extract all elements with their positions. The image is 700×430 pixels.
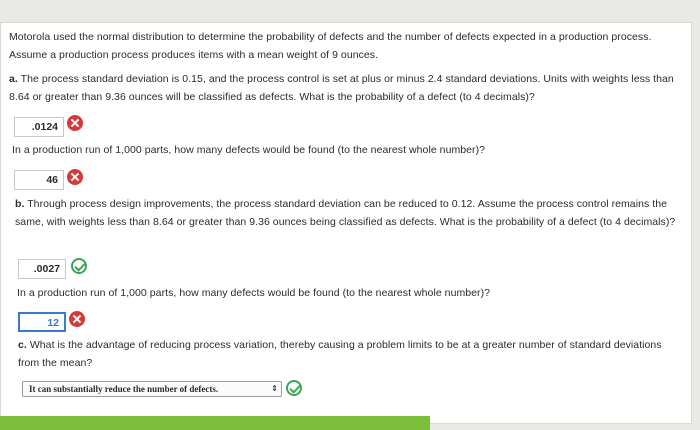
question-card [0, 22, 692, 424]
part-b2-answer-input[interactable]: 12 [18, 312, 66, 332]
intro-text: Motorola used the normal distribution to determine the probability of defects and the number of defects expected in a production process. Assume a production process produces items with a mean weight of 9 ounces. [9, 31, 652, 61]
incorrect-icon [69, 311, 85, 327]
correct-icon [71, 258, 87, 274]
part-c-question [18, 336, 678, 372]
part-c-selected-value: It can substantially reduce the number of defects. [29, 384, 219, 394]
submit-bar[interactable] [0, 416, 430, 430]
part-a2-answer-input[interactable]: 46 [14, 170, 64, 190]
part-a2-question: In a production run of 1,000 parts, how many defects would be found (to the nearest whole number)? [12, 144, 486, 156]
part-a-label: a. [9, 73, 18, 85]
part-c-label: c. [18, 339, 27, 351]
part-b-answer-input[interactable]: .0027 [18, 259, 66, 279]
chevron-updown-icon: ⇕ [271, 384, 278, 393]
incorrect-icon [67, 169, 83, 185]
part-b-text: Through process design improvements, the process standard deviation can be reduced to 0.12. Assume the process control remains the same, with weights less than 8.64 or greater than 9.36 ounces being classified as defects. What is the probability of a defect (to 4 decimals)? [15, 198, 676, 228]
part-c-text: What is the advantage of reducing process variation, thereby causing a problem limits to be at a greater number of standard deviations from the mean? [18, 339, 662, 369]
part-b-question [15, 195, 683, 231]
part-c-answer-select[interactable] [22, 381, 282, 397]
part-a-answer-input[interactable]: .0124 [14, 117, 64, 137]
part-a-text: The process standard deviation is 0.15, and the process control is set at plus or minus 2.4 standard deviations. Units with weights less than 8.64 or greater than 9.36 ounces will be classified as defects. What is the probability of a defect (to 4 decimals)? [9, 73, 674, 103]
incorrect-icon [67, 115, 83, 131]
correct-icon [286, 380, 302, 396]
part-a-question [9, 70, 684, 106]
part-b-label: b. [15, 198, 25, 210]
part-b2-question: In a production run of 1,000 parts, how many defects would be found (to the nearest whole number)? [17, 287, 491, 299]
